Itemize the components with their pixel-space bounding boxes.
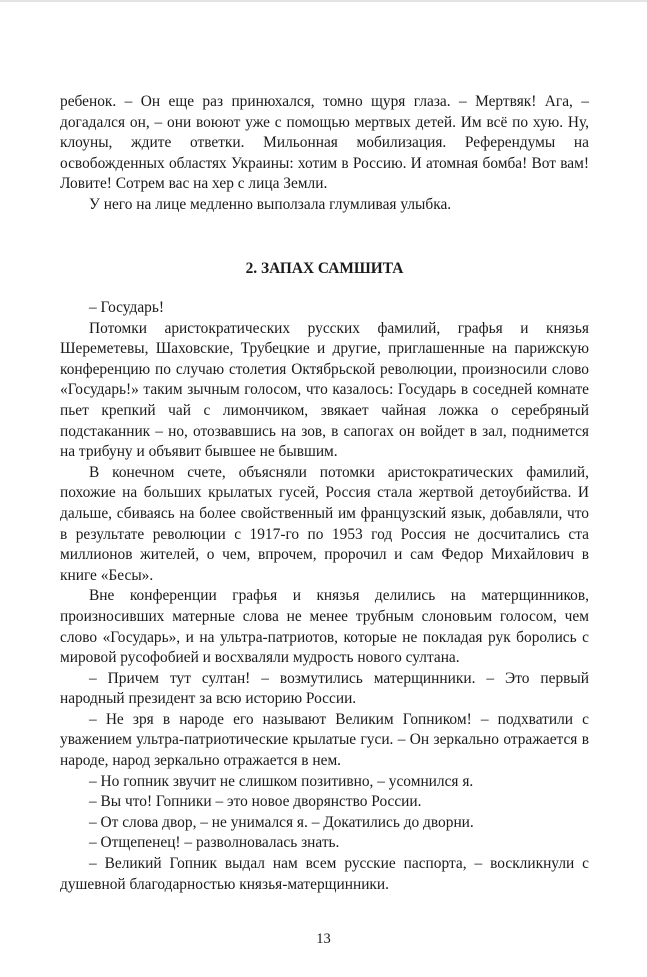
- paragraph: Потомки аристократических русских фамилий, графья и князья Шереметевы, Шаховские, Трубецкие и другие, приглашенные на парижскую конференцию по случаю столетия Октябрьской революции, произносили слово «Государь!» таким зычным голосом, что казалось: Государь в соседней комнате пьет крепкий чай с лимончиком, звякает чайная ложка о серебряный подстаканник – но, отозвавшись на зов, в сапогах он войдет в зал, поднимется на трибуну и объявит бывшее не бывшим.: [60, 319, 589, 461]
- paragraph: Вне конференции графья и князья делились на матерщинников, произносивших матерные слова не менее трубным слоновьим голосом, чем слово «Государь», и на ультра-патриотов, которые не покладая рук боролись с мировой русофобией и восхваляли мудрость нового султана.: [60, 587, 589, 667]
- dialogue-line: – Отщепенец! – разволновалась знать.: [89, 834, 340, 852]
- page-number: 13: [316, 931, 331, 947]
- dialogue-line: – Причем тут султан! – возмутились матерщинники. – Это первый народный президент за всю историю России.: [60, 669, 589, 708]
- paragraph: У него на лице медленно выползала глумливая улыбка.: [89, 195, 452, 213]
- dialogue-line: – Великий Гопник выдал нам всем русские паспорта, – воскликнули с душевной благодарностью князья-матерщинники.: [60, 855, 589, 893]
- paragraph: В конечном счете, объясняли потомки аристократических фамилий, похожие на больших крылатых гусей, Россия стала жертвой детоубийства. И дальше, сбиваясь на более свойственный им французский язык, добавляли, что в результате революции с 1917-го по 1953 год Россия не досчитались ста миллионов жителей, о чем, впрочем, пророчил и сам Федор Михайлович в книге «Бесы».: [60, 463, 589, 584]
- top-edge: [0, 0, 647, 2]
- intro-text: [60, 92, 589, 216]
- dialogue-line: – Вы что! Гопники – это новое дворянство России.: [89, 793, 422, 811]
- paragraph: – Государь!: [89, 299, 165, 316]
- dialogue-line: – Но гопник звучит не слишком позитивно, – усомнился я.: [89, 772, 474, 790]
- chapter-heading: 2. ЗАПАХ САМШИТА: [245, 260, 404, 277]
- dialogue-line: – От слова двор, – не унимался я. – Докатились до дворни.: [89, 813, 474, 831]
- paragraph-continuation: ребенок. – Он еще раз принюхался, томно щуря глаза. – Мертвяк! Ага, – догадался он, – они воюют уже с помощью мертвых детей. Им всё по хую. Ну, клоуны, ждите ответки. Мильонная мобилизация. Референдумы на освобожденных областях Украины: хотим в Россию. И атомная бомба! Вот вам! Ловите! Сотрем вас на хер с лица Земли.: [60, 93, 589, 193]
- dialogue-line: – Не зря в народе его называют Великим Гопником! – подхватили с уважением ультра-патриотические крылатые гуси. – Он зеркально отражается в народе, народ зеркально отражается в нем.: [60, 710, 589, 770]
- chapter-text: [60, 298, 589, 895]
